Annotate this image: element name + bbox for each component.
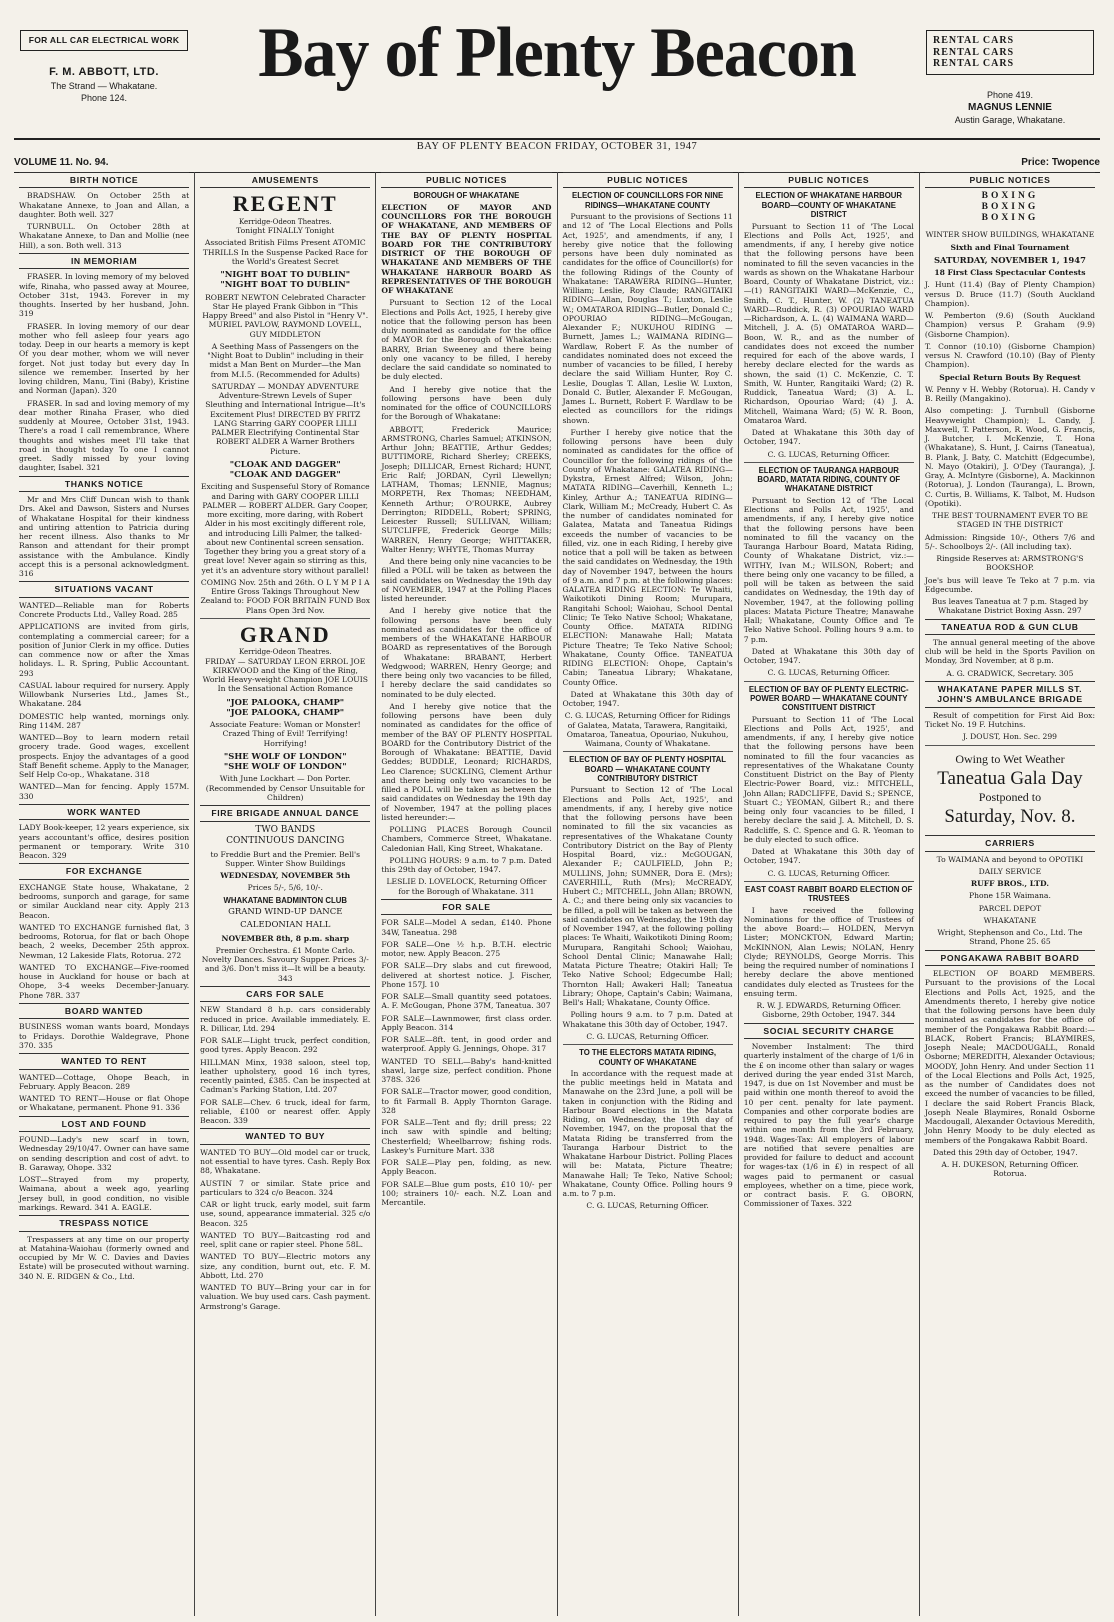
columns — [14, 172, 1100, 1616]
ad-text: DAILY SERVICE — [978, 866, 1042, 876]
notice: And there being only nine vacancies to be filled a POLL will be taken as between the said candidates on Wednesday the 19th day of NOVEMBER, 1947 at the Polling Places listed hereunder. — [381, 557, 552, 604]
section-heading: SITUATIONS VACANT — [19, 581, 189, 597]
ad-text: Also competing: J. Turnbull (Gisborne Heavyweight Champion); L. Candy, J. Maxwell, T. Patterson, R. Wood, G. Francis, J. Butcher, I. McKenzie, T. Hona (Whakatane), S. Hunt, J. Cairns (Taneatua), B. Plank, J. Baty, C. Matchitt (Edgecumbe), N. Mayo (Otakiri), J. O'Dey (Tauranga), J. Gray, A. McIntyre (Gisborne), A. Mackinnon (Rotorua), J. London (Tauranga), L. Brown, C. Curtis, B. Williams, K. Talbot, M. Hudson (Opotiki). — [924, 406, 1096, 508]
ad-text: SATURDAY, NOVEMBER 1, 1947 — [933, 254, 1086, 265]
section-heading: THANKS NOTICE — [19, 476, 189, 492]
classified-ad: WANTED TO SELL—Baby's hand-knitted shawl, large size, perfect condition. Phone 378S. 326 — [381, 1056, 552, 1085]
section-heading: CARRIERS — [925, 835, 1095, 851]
notice: And I hereby give notice that the following persons have been duly nominated for the office of COUNCILLORS for the Borough of Whakatane: — [381, 384, 552, 422]
ad-text: PARCEL DEPOT — [978, 903, 1042, 913]
theatre-name: GRAND — [239, 621, 331, 647]
ad-text: T. Connor (10.10) (Gisborne Champion) versus N. Crawford (10.10) (Bay of Plenty Champion). — [924, 341, 1096, 370]
ad-text: 18 First Class Spectacular Contests — [934, 268, 1086, 277]
sub-heading: WHAKATANE BADMINTON CLUB — [223, 895, 347, 905]
right-ear-address: Austin Garage, Whakatane. — [954, 115, 1066, 126]
classified-ad: EXCHANGE State house, Whakatane, 2 bedrooms, sunporch and garage, for same or similar Auckland near city. Apply 213 Beacon. — [19, 882, 190, 920]
ad-text: Premier Orchestra. £1 Monte Carlo. Novelty Dances. Savoury Supper. Prices 3/- and 3/6. Don't miss it—It will be a beauty. 343 — [201, 945, 369, 983]
ad-text: A Seething Mass of Passengers on the "Night Boat to Dublin" including in their midst a Man Bent on Murder—the Man from M.I.5. (Recommended for Adults) — [207, 341, 364, 379]
classified-ad: LOST—Strayed from my property, Waimana, about a week ago, yearling Jersey bull, in good condition, no visible markings. Reward. 341 A. EAGLE. — [19, 1175, 190, 1212]
sub-heading: EAST COAST RABBIT BOARD ELECTION OF TRUSTEES — [745, 884, 913, 904]
notice: Dated at Whakatane this 30th day of October, 1947. — [743, 646, 914, 666]
right-ear-phone: Phone 419. — [986, 89, 1034, 100]
ad-text: W. Penny v H. Webby (Rotorua). H. Candy v B. Reilly (Mangakino). — [924, 384, 1096, 403]
classified-ad: CASUAL labour required for nursery. Apply Willowbank Nurseries Ltd., James St., Whakatane. 284 — [19, 680, 190, 709]
sub-heading: ELECTION OF COUNCILLORS FOR NINE RIDINGS—WHAKATANE COUNTY — [572, 191, 724, 210]
notice: The annual general meeting of the above club will be held in the Sports Pavilion on Monday, 3rd November, at 8 p.m. — [924, 637, 1096, 666]
classified-ad: FOR SALE—Small quantity seed potatoes. A. F. McGougan, Phone 37M, Taneatua. 307 — [381, 992, 552, 1011]
classified-ad: WANTED—Reliable man for Roberts Concrete Products Ltd., Valley Road. 285 — [19, 600, 190, 620]
section-heading: PUBLIC NOTICES — [744, 172, 914, 188]
notice: Dated this 29th day of October, 1947. — [932, 1147, 1078, 1157]
sub-heading: ELECTION OF TAURANGA HARBOUR BOARD, MATATA RIDING, COUNTY OF WHAKATANE DISTRICT — [757, 465, 901, 494]
classified-ad: DOMESTIC help wanted, mornings only. Ring 114M. 287 — [19, 711, 190, 730]
column-4 — [558, 172, 739, 1616]
ad-text: to Freddie Burt and the Premier. Bell's Supper. Winter Show Buildings — [210, 849, 360, 868]
signature: R. W. J. EDWARDS, Returning Officer. Gisborne, 29th October, 1947. 344 — [756, 1001, 902, 1020]
notice: Dated at Whakatane this 30th day of October, 1947. — [743, 428, 914, 447]
ad-text: THE BEST TOURNAMENT EVER TO BE STAGED IN THE DISTRICT — [931, 511, 1088, 530]
theatre-name: REGENT — [232, 191, 338, 217]
notice: POLLING HOURS: 9 a.m. to 7 p.m. Dated this 29th day of October, 1947. — [381, 855, 552, 875]
column-2 — [195, 172, 376, 1616]
classified-ad: FOR SALE—Lawnmower, first class order. Apply Beacon. 314 — [381, 1013, 552, 1032]
divider — [563, 751, 733, 752]
section-heading: WANTED TO BUY — [200, 1128, 370, 1144]
column-5 — [739, 172, 920, 1616]
signature: C. G. LUCAS, Returning Officer. — [767, 868, 890, 878]
ad-text: WHAKATANE — [983, 915, 1037, 925]
notice: FRASER. In sad and loving memory of my dear mother Rinaha Fraser, who died suddenly at Mouree, October 31st, 1943. There's a road I call remembrance, Where thoughts and wishes meet I'll take that road in thought today To one I cannot greet. Sadly missed by your loving daughter, Isabel. 321 — [19, 398, 190, 473]
notice: FRASER. In loving memory of our dear mother who fell asleep four years ago today. Deep in our hearts a memory is kept Of you dear mother, whom we will never forget. Not just today but every day In silence we remember. Inserted by her loving children, Manu, Tini (Baby), Kristine and Norman (Japan). 320 — [19, 321, 190, 396]
section-heading: WHAKATANE PAPER MILLS ST. JOHN'S AMBULANCE BRIGADE — [925, 681, 1095, 708]
ad-text: Prices 5/-, 5/6, 10/-. — [247, 883, 323, 893]
notice: Pursuant to Section 11 of 'The Local Elections and Polls Act, 1925', and amendments, if any, I hereby give notice that the following persons have been nominated to fill the seven vacancies in the wards as shown on the Whakatane Harbour Board, County of Whakatane District, viz.:—(1) RANGITAIKI WARD—McKenzie, C., Smith, C. T., Hunter, W. (2) TANEATUA WARD—Ruddick, R. (3) OPOURIAO WARD—Richardson, A. L. (4) WAIMANA WARD—Mitchell, J. A. (5) OMATAROA WARD—Boon, W. R., and as the number of candidates does not exceed the number required for each of the above wards, I hereby declare elected for the wards as shown, the said (1) C. McKenzie, C. T. Smith, W. Hunter, Rangitaiki Ward; (2) R. Ruddick, Taneatua Ward; (3) A. L. Richardson, Opouriao Ward; (4) J. A. Mitchell, Waimana Ward; (5) W. R. Boon, Omataroa Ward. — [743, 221, 914, 425]
gala-notice — [925, 752, 1095, 830]
notice: POLLING PLACES Borough Council Chambers, Commerce Street, Whakatane. Caledonian Hall, King Street, Whakatane. — [381, 825, 552, 853]
right-ear-name: MAGNUS LENNIE — [968, 101, 1052, 113]
classified-ad: FOR SALE—Chev. 6 truck, ideal for farm, reliable, £100 or nearest offer. Apply Beacon. 339 — [200, 1097, 371, 1126]
notice: Pursuant to Section 12 of the Local Elections and Polls Act, 1925, I hereby give notice that the following person has been duly nominated as candidate for the office of MAYOR for the Borough of Whakatane: BARRY, Brian Sweeney and there being only one vacancy to be filled, I hereby declare the said candidate so nominated to be duly elected. — [381, 298, 552, 382]
section-heading: LOST AND FOUND — [19, 1116, 189, 1132]
notice: I have received the following Nominations for the office of Trustees of the above Board:— HOLDEN, Mervyn Lister; MONCKTON, Edward Martin; McKINNON, Alan Lewis; NOLAN, Henry Clyde; REYNOLDS, George Morris. This being the required number of nominations I hereby declare the above mentioned candidates duly elected as Trustees for the ensuing term. — [743, 905, 914, 998]
signature: J. DOUST, Hon. Sec. 299 — [962, 732, 1058, 742]
classified-ad: WANTED—Cottage, Ohope Beach, in February. Apply Beacon. 289 — [19, 1072, 190, 1091]
notice: Mr and Mrs Cliff Duncan wish to thank Drs. Akel and Dawson, Sisters and Nurses of Whakatane Hospital for their kindness and untiring attention to Patricia during her recent illness. Also thanks to Mr Ranson and attendant for their prompt assistance with the Ambulance. Kindly accept this is a personal acknowledgment. 316 — [19, 495, 190, 579]
section-heading: IN MEMORIAM — [19, 253, 189, 269]
notice: ELECTION OF MAYOR AND COUNCILLORS FOR THE BOROUGH OF WHAKATANE, AND MEMBERS OF THE BAY OF PLENTY HOSPITAL BOARD FOR THE CONTRIBUTORY DISTRICT OF THE BOROUGH OF WHAKATANE AND MEMBERS OF THE WHAKATANE HARBOUR BOARD AS REPRESENTATIVES OF THE BOROUGH OF WHAKATANE — [381, 202, 552, 296]
classified-ad: HILLMAN Minx, 1938 saloon, steel top, leather upholstery, good 16 inch tyres, recently painted, £385. Can be inspected at Cadman's Parking Station, Ltd. 207 — [200, 1057, 371, 1095]
classified-ad: WANTED TO BUY—Old model car or truck, not essential to have tyres. Cash. Reply Box 88, Whakatane. — [200, 1147, 371, 1176]
notice: Dated at Whakatane this 30th day of October, 1947. — [562, 689, 733, 709]
section-heading: FIRE BRIGADE ANNUAL DANCE — [200, 805, 370, 821]
divider — [744, 462, 914, 463]
section-heading: PONGAKAWA RABBIT BOARD — [925, 950, 1095, 966]
signature: LESLIE D. LOVELOCK, Returning Officer for the Borough of Whakatane. 311 — [386, 877, 547, 896]
theatre-subtitle: Kerridge-Odeon Theatres. — [239, 217, 332, 226]
ad-text: To WAIMANA and beyond to OPOTIKI — [936, 854, 1084, 864]
ad-text: GRAND WIND-UP DANCE — [228, 906, 343, 917]
signature: C. G. LUCAS, Returning Officer for Ridings of Galatea, Matata, Tarawera, Rangitaiki, Omataroa, Taneatua, Opouriao, Nukuhou, Waimana, County of Whakatane. — [564, 711, 731, 749]
left-ear-ad — [20, 30, 188, 105]
gala-line: Owing to Wet Weather — [955, 751, 1065, 766]
classified-ad: FOR SALE—Play pen, folding, as new. Apply Beacon. — [381, 1158, 552, 1177]
left-ear-box: FOR ALL CAR ELECTRICAL WORK — [20, 30, 188, 51]
film-title: "JOE PALOOKA, CHAMP" "JOE PALOOKA, CHAMP" — [226, 696, 345, 717]
signature: C. G. LUCAS, Returning Officer. — [767, 668, 890, 678]
masthead — [14, 12, 1100, 140]
ad-text: J. Hunt (11.4) (Bay of Plenty Champion) versus D. Bruce (11.7) (South Auckland Champion). — [924, 280, 1096, 308]
section-heading: BIRTH NOTICE — [19, 172, 189, 188]
divider — [744, 881, 914, 882]
notice: BRADSHAW. On October 25th at Whakatane Annexe, to Joan and Allan, a daughter. Both well. 327 — [19, 191, 190, 219]
classified-ad: WANTED TO BUY—Baitcasting rod and reel, split cane or rapier steel. Phone 58L. — [200, 1230, 371, 1250]
ad-text: Bus leaves Taneatua at 7 p.m. Staged by Whakatane District Boxing Assn. 297 — [931, 597, 1089, 616]
ad-text: Phone 15R Waimana. — [969, 891, 1051, 901]
classified-ad: FOR SALE—Model A sedan, £140. Phone 34W, Taneatua. 298 — [381, 918, 552, 937]
classified-ad: WANTED TO EXCHANGE—Five-roomed house in Auckland for house or bach at Ohope, 3-4 weeks December-January. Phone 78R. 337 — [19, 962, 190, 1000]
ad-text: Exciting and Suspenseful Story of Romance and Daring with GARY COOPER LILLI PALMER — ROBERT ALDER. Gary Cooper, more exciting, more daring, with Robert Alder in his most excitingly different role, and introducing Lilli Palmer, the talked-about new Continental screen sensation. Together they bring you a great story of a great love! Never again so stirring as this, yet it's an adventure story without parallel! — [200, 482, 370, 575]
classified-ad: WANTED TO EXCHANGE furnished flat, 3 bedrooms, Rotorua, for flat or bach Ohope beach, 2 weeks, December 25th approx. Newman, 12 Lakeside Flats, Rotorua. 272 — [19, 922, 190, 960]
classified-ad: FOR SALE—One ½ h.p. B.T.H. electric motor, new. Apply Beacon. 275 — [381, 939, 552, 959]
classified-ad: FOR SALE—Dry slabs and cut firewood, delivered at shortest notice. J. Fischer, Phone 157J. 10 — [381, 961, 552, 989]
ad-text: TWO BANDS CONTINUOUS DANCING — [226, 824, 345, 846]
notice: Trespassers at any time on our property at Matahina-Waiohau (formerly owned and occupied by Mr W. C. Davies and Davies Estate) will be prosecuted without warning. 340 N. E. RIDGEN & Co., Ltd. — [19, 1234, 190, 1281]
gala-line: Postponed to — [978, 790, 1042, 805]
section-heading: WANTED TO RENT — [19, 1053, 189, 1069]
ad-text: Admission: Ringside 10/-, Others 7/6 and 5/-. Schoolboys 2/-. (All including tax). — [924, 532, 1096, 551]
divider — [925, 745, 1095, 746]
notice: TURNBULL. On October 28th at Whakatane Annexe, to Dan and Mollie (nee Hill), a son. Both well. 313 — [19, 222, 190, 250]
classified-ad: NEW Standard 8 h.p. cars considerably reduced in price. Available immediately. E. R. Dillicar, Ltd. 294 — [200, 1005, 371, 1033]
film-title: "SHE WOLF OF LONDON" "SHE WOLF OF LONDON" — [223, 750, 347, 772]
notice: In accordance with the request made at the public meetings held in Matata and Manawahe on the 23rd June, a poll will be taken in conjunction with the Riding and Harbour Board elections in the Matata Riding, on Wednesday, the 19th day of November, 1947, on the proposal that the Matata Riding be transferred from the Tauranga Harbour District to the Whakatane Harbour District. Polling Places will be: Matata, Picture Theatre; Manawahe Hall; Te Teko, Native School; Whakatane, County Office. Polling hours 9 a.m. to 7 p.m. — [562, 1068, 733, 1199]
column-6 — [920, 172, 1100, 1616]
film-title: "CLOAK AND DAGGER" "CLOAK AND DAGGER" — [229, 458, 341, 480]
film-title: "NIGHT BOAT TO DUBLIN" "NIGHT BOAT TO DUBLIN" — [220, 269, 351, 290]
notice: And I hereby give notice that the following persons have been duly nominated as candidates for the office of member of the BAY OF PLENTY HOSPITAL BOARD for the Contributory District of the Borough of Whakatane: BEATTIE, David Geddes; BUDDLE, Leonard; RICHARDS, Leo Clarence; SUCKLING, Clement Arthur and there being only two vacancies to be filled a POLL will be taken as between the said candidates on Wednesday the 19th day of November, 1947 at the polling places listed hereunder:— — [381, 701, 552, 822]
ad-text: W. Pemberton (9.6) (South Auckland Champion) versus P. Graham (9.9) (Gisborne Champion). — [924, 311, 1096, 339]
notice: ELECTION OF BOARD MEMBERS. Pursuant to the provisions of the Local Elections and Polls Act, 1925, and the Amendments thereto, I hereby give notice that the following persons have been duly nominated as candidates for the office of member of the Pongakawa Rabbit Board:— BLACK, Robert Francis; BLAYMIRES, Joseph Neale; MACDOUGALL, Ronald Osborne; MEREDITH, Alexander Octavious; MOODY, John Henry. And under Section 11 of the Local Elections and Polls Act, 1925, as the number of Candidates does not exceed the number of vacancies to be filled, I declare the said Robert Francis Black, Joseph Neale Blaymires, Ronald Osborne Macdougall, Alexander Octavious Meredith, John Henry Moody to be duly elected as members of the Pongakawa Rabbit Board. — [924, 969, 1096, 1145]
ad-text: Tonight FINALLY Tonight — [236, 226, 335, 236]
classified-ad: LADY Book-keeper, 12 years experience, six years accountant's office, desires position permanent or temporary. Write 310 Beacon. 329 — [19, 823, 190, 861]
classified-ad: WANTED TO RENT—House or flat Ohope or Whakatane, permanent. Phone 91. 336 — [19, 1094, 190, 1113]
divider — [744, 681, 914, 682]
ad-text: NOVEMBER 8th, 8 p.m. sharp — [221, 933, 349, 943]
dateline: BAY OF PLENTY BEACON FRIDAY, OCTOBER 31, 1947 — [416, 141, 698, 152]
classified-ad: FOR SALE—8ft. tent, in good order and waterproof. Apply G. Jennings, Ohope. 317 — [381, 1035, 552, 1054]
notice: Result of competition for First Aid Box: Ticket No. 19 F. Hutchins. — [924, 710, 1096, 730]
ad-text: ROBERT NEWTON Celebrated Character Star He played Frank Gibbon in "This Happy Breed" and also Pistol in "Henry V". MURIEL PAVLOW, RAYMOND LOVELL, GUY MIDDLETON — [202, 292, 369, 339]
section-heading: TRESPASS NOTICE — [19, 1215, 189, 1231]
boxing-banner: BOXING BOXING BOXING — [981, 191, 1039, 224]
sub-heading: ELECTION OF BAY OF PLENTY HOSPITAL BOARD — WHAKATANE COUNTY CONTRIBUTORY DISTRICT — [569, 755, 727, 784]
notice: Further I hereby give notice that the following persons have been duly nominated as candidates for the office of Councillor for the following ridings of the County of Whakatane: GALATEA RIDING—Dykstra, Ernest Alfred; Wilson, John; MATATA RIDING—Caverhill, Kenneth L.; Kinley, Arthur A.; TANEATUA RIDING—Clark, William M.; McCready, Hubert C. As the number of candidates nominated for Galatea, Matata and Taneatua Ridings exceeds the number of vacancies to be filled, viz. one in each Riding, I hereby give notice that a poll will be taken as between the said candidates on Wednesday, the 19th day of November 1947, between the hours of 9 a.m. and 7 p.m. at the following places: GALATEA RIDING ELECTION: Te Whaiti, Waikotikoti Dining Room; Murupara, Rangitahi School; Waiohau, School Dental Clinic; Te Teko Native School; Whakatane, County Office. MATATA RIDING ELECTION: Manawahe Hall; Matata Picture Theatre; Te Teko Native School; Whakatane, County Office. TANEATUA RIDING ELECTION: Ohope, Captain's Cabin; Taneatua Library; Whakatane, County Office. — [562, 427, 733, 687]
newspaper-title: Bay of Plenty Beacon — [258, 12, 856, 92]
notice: Pursuant to the provisions of Sections 11 and 12 of 'The Local Elections and Polls Act, 1925', and amendments, if any, I hereby give notice that the following persons have been duly nominated as candidates for the office of Councillor(s) for the following Ridings of the County of Whakatane: TARAWERA RIDING—Hunter, William; Leslie, Roy Claude; RANGITAIKI RIDING—Allan, Douglas T.; Luxton, Leslie W.; OMATAROA RIDING—Butler, Donald C.; OPOURIAO RIDING—McGougan, Alexander F.; NUKUHOU RIDING — Burnett, James L.; WAIMANA RIDING—Wardlaw, Robert F. As the number of candidates nominated does not exceed the number of vacancies to be filled, I hereby declare the said William Hunter, Roy C. Leslie, Douglas T. Allan, Leslie W. Luxton, Donald C. Butler, Alexander F. McGougan, James L. Burnett, Robert F. Wardlaw to be elected as councillors for the ridings shown. — [562, 212, 733, 425]
sub-heading: ELECTION OF BAY OF PLENTY ELECTRIC-POWER BOARD — WHAKATANE COUNTY CONSTITUENT DISTRICT — [748, 684, 909, 713]
signature: A. G. CRADWICK, Secretary. 305 — [946, 668, 1074, 678]
ad-text: SATURDAY — MONDAY ADVENTURE Adventure-Strewn Levels of Super Sleuthing and International Intrigue—It's Excitement Plus! DIRECTED BY FRITZ LANG Starring GARY COOPER LILLI PALMER Electrifying Continental Star ROBERT ALDER A Warner Brothers Picture. — [205, 381, 366, 456]
gala-title: Taneatua Gala Day — [937, 767, 1083, 789]
section-heading: PUBLIC NOTICES — [563, 172, 733, 188]
ad-text: CALEDONIAN HALL — [240, 920, 331, 931]
ad-text: FRIDAY — SATURDAY LEON ERROL JOE KIRKWOOD and the King of the Ring, World Heavy-weight Champion JOE LOUIS In the Sensational Action Romance — [202, 656, 368, 694]
classified-ad: FOR SALE—Tent and fly; drill press; 22 inch saw with spindle and belting; Chesterfield; Wheelbarrow; fishing rods. Laskey's Furniture Mart. 338 — [381, 1118, 552, 1155]
sub-heading: TO THE ELECTORS MATATA RIDING, COUNTY OF WHAKATANE — [579, 1048, 717, 1067]
ad-text: WINTER SHOW BUILDINGS, WHAKATANE — [925, 230, 1095, 240]
notice: Dated at Whakatane this 30th day of October, 1947. — [743, 847, 914, 866]
column-3 — [376, 172, 557, 1616]
notice: Pursuant to Section 12 of 'The Local Elections and Polls Act, 1925', and amendments, if any, I hereby give notice that the following persons have been nominated to fill the vacancy on the Tauranga Harbour Board, Matata Riding, County of Whakatane District, viz.:— WITHY, Ivan M.; WILSON, Robert; and there being only one vacancy to be filled, a poll will be taken as between the said candidates on Wednesday, the 19th day of November, 1947, at the following polling places: Matata Picture Theatre; Manawahe Hall; Whakatane, County Office and Te Teko Native School. Polling hours 9 a.m. to 7 p.m. — [743, 495, 914, 644]
sub-heading: ELECTION OF WHAKATANE HARBOUR BOARD—COUNTY OF WHAKATANE DISTRICT — [755, 191, 903, 220]
section-heading: TANEATUA ROD & GUN CLUB — [925, 619, 1095, 635]
classified-ad: APPLICATIONS are invited from girls, contemplating a commercial career; for a position of Junior Clerk in my office. Duties can commence now or after the Xmas holidays. L. R. Spring, Public Accountant. 293 — [19, 622, 190, 678]
sub-heading: BOROUGH OF WHAKATANE — [413, 191, 520, 201]
section-heading: BOARD WANTED — [19, 1003, 189, 1019]
price: Price: Twopence — [1021, 157, 1100, 168]
classified-ad: WANTED TO BUY—Bring your car in for valuation. We buy used cars. Cash payment. Armstrong's Garage. — [200, 1283, 371, 1311]
classified-ad: FOUND—Lady's new scarf in town, Wednesday 29/10/47. Owner can have same on sending description and cost of advt. to B. Garaway, Ohope. 332 — [19, 1135, 190, 1172]
ad-text: Associate Feature: Woman or Monster! Crazed Thing of Evil! Terrifying! Horrifying! — [209, 720, 361, 748]
section-heading: PUBLIC NOTICES — [925, 172, 1095, 188]
classified-ad: WANTED TO BUY—Electric motors any size, any condition, burnt out, etc. F. M. Abbott, Ltd. 270 — [200, 1252, 371, 1280]
ad-text: Sixth and Final Tournament — [950, 242, 1070, 252]
volume-number: VOLUME 11. No. 94. — [14, 157, 109, 168]
divider — [200, 618, 370, 619]
classified-ad: WANTED—Man for fencing. Apply 157M. 330 — [19, 782, 190, 801]
classified-ad: AUSTIN 7 or similar. State price and particulars to 324 c/o Beacon. 324 — [200, 1178, 371, 1197]
left-ear-phone: Phone 124. — [80, 93, 128, 104]
left-ear-name: F. M. ABBOTT, LTD. — [49, 66, 159, 79]
section-heading: SOCIAL SECURITY CHARGE — [744, 1023, 914, 1039]
ad-text: With June Lockhart — Don Porter. (Recommended by Censor Unsuitable for Children) — [205, 774, 365, 802]
classified-ad: CAR or light truck, early model, suit farm use, sound, appearance immaterial. 325 c/o Beacon. 325 — [200, 1200, 371, 1228]
divider — [563, 1044, 733, 1045]
notice: And I hereby give notice that the following persons have been duly nominated as candidates for the office of members of the WHAKATANE HARBOUR BOARD as representatives of the Borough of Whakatane: BRABANT, Herbert Wedgwood; WARREN, Henry George; and there being only two vacancies to be filled, I hereby declare the said candidates so nominated to be duly elected. — [381, 606, 552, 699]
classified-ad: FOR SALE—Blue gum posts, £10 10/- per 100; strainers 10/- each. N.Z. Loan and Mercantile. — [381, 1179, 552, 1208]
column-1 — [14, 172, 195, 1616]
signature: A. H. DUKESON, Returning Officer. Rotorua. — [941, 1160, 1079, 1179]
notice: November Instalment: The third quarterly instalment of the charge of 1/6 in the £ on income other than salary or wages derived during the year ended 31st March, 1947, is due on 1st November and must be paid within one month thereof to avoid the 10 per cent. penalty for late payment. Companies and other corporate bodies are required to pay the full year's charge within one month from the 3rd February, 1948. Wages-Tax: All employers of labour are notified that severe penalties are provided for failure to deduct and account for wages-tax (1/6 in £) in respect of all wages paid to permanent or casual employees, whether on a time, piece work, or contract basis. F. G. OBORN, Commissioner of Taxes. 322 — [743, 1042, 914, 1209]
section-heading: WORK WANTED — [19, 804, 189, 820]
classified-ad: BUSINESS woman wants board, Mondays to Fridays. Dorothie Waldegrave, Phone 370. 335 — [19, 1022, 190, 1050]
signature: C. G. LUCAS, Returning Officer. — [586, 1031, 709, 1041]
ad-text: WEDNESDAY, NOVEMBER 5th — [220, 871, 351, 881]
notice: Polling hours 9 a.m. to 7 p.m. Dated at Whakatane this 30th day of October, 1947. — [562, 1010, 733, 1029]
ad-text: Ringside Reserves at: ARMSTRONG'S BOOKSHOP. — [936, 554, 1084, 573]
notice: Pursuant to Section 12 of 'The Local Elections and Polls Act, 1925', and amendments, if any, I hereby give notice that the following persons have been nominated to fill the six vacancies as representatives of the Whakatane County Contributory District on the Bay of Plenty Hospital Board, viz.: McGOUGAN, Alexander F.; CAULFIELD, John P.; MULLINS, John; SUMNER, Dora E. (Mrs); CAVERHILL, Ruth (Mrs); McCREADY, Hubert C.; MITCHELL, John Allan; BROWN, A. C.; and there being only six vacancies to be filled, a poll will be taken as between the said candidates on Wednesday, the 19th day of November 1947, at the following polling places: Te Whaiti, Waikotikoti Dining Room; Murupara, Rangitahi School; Waiohau, School Dental Clinic; Manawahe Hall; Matata Picture Theatre; Otakiri Hall; Te Teko Native School; Edgecumbe Hall; Thornton Hall; Awakeri Hall; Taneatua Library; Ohope, Captain's Cabin; Waimana, Bell's Hall; Whakatane, County Office. — [562, 785, 733, 1008]
section-heading: AMUSEMENTS — [200, 172, 370, 188]
ad-text: Joe's bus will leave Te Teko at 7 p.m. via Edgecumbe. — [924, 575, 1096, 594]
ad-text: COMING Nov. 25th and 26th. O L Y M P I A Entire Gross Takings Throughout New Zealand to: FOOD FOR BRITAIN FUND Box Plans Open 3rd Nov. — [200, 577, 371, 615]
signature: C. G. LUCAS, Returning Officer. — [586, 1201, 709, 1211]
classified-ad: FOR SALE—Tractor mower, good condition, to fit Farmall B. Apply Thornton Garage. 328 — [381, 1087, 552, 1115]
notice: FRASER. In loving memory of my beloved wife, Rinaha, who passed away at Mouree, October 31st, 1943. Forever in my thoughts. Inserted by her husband, John. 319 — [19, 272, 190, 319]
section-heading: FOR SALE — [381, 899, 551, 915]
signature: C. G. LUCAS, Returning Officer. — [767, 449, 890, 459]
gala-date: Saturday, Nov. 8. — [944, 806, 1076, 828]
notice: Pursuant to Section 11 of 'The Local Elections and Polls Act, 1925', and amendments, if any, I hereby give notice that the following persons have been nominated to fill the four vacancies as representatives of the Whakatane County Constituent District on the Bay of Plenty Electric-Power Board, viz.: MITCHELL, John Allan; RADCLIFFE, David S.; SPENCE, Stuart C.; YEOMAN, Gilbert R.; and there being only four vacancies to be filled, I hereby declare the said J. A. Mitchell, D. S. Radcliffe, S. C. Spence and G. R. Yeoman to be duly elected to such office. — [743, 714, 914, 844]
ad-text: Special Return Bouts By Request — [939, 372, 1081, 382]
notice: ABBOTT, Frederick Maurice; ARMSTRONG, Charles Samuel; ATKINSON, Arthur John; BEATTIE, Arthur Geddes; BUTTIMORE, Richard Sherley; CREEKS, Joseph; DILLICAR, Ernest Richard; HUNT, Eric Ralf; JORDAN, Cyril Llewellyn; LATHAM, Thomas; LENNIE, Magnus; MORPETH, Rex Thomas; NEEDHAM, Kenneth Arthur; O'ROURKE, Aubrey Derrington; RIDDELL, Robert; SPRING, Leicester Russell; SULLIVAN, William; SUTCLIFFE, Frederick George Mills; WARREN, Henry George; WHITTAKER, Walter Henry; WHYTE, Thomas Murray — [381, 424, 552, 554]
classified-ad: FOR SALE—Light truck, perfect condition, good tyres. Apply Beacon. 292 — [200, 1036, 371, 1055]
ad-text: Associated British Films Present ATOMIC THRILLS In the Suspense Packed Race for the World's Greatest Secret — [202, 238, 368, 266]
volume-bar — [14, 154, 1100, 173]
classified-ad: WANTED—Boy to learn modern retail grocery trade. Good wages, excellent prospects. Enjoy the advantages of a good Staff Benefit scheme. Apply to the Manager, Self Help Co-op., Whakatane. 318 — [19, 733, 190, 780]
ad-text: RUFF BROS., LTD. — [970, 879, 1050, 889]
right-ear-box: RENTAL CARS RENTAL CARS RENTAL CARS — [926, 30, 1094, 75]
right-ear-ad — [926, 30, 1094, 126]
section-heading: CARS FOR SALE — [200, 986, 370, 1002]
section-heading: PUBLIC NOTICES — [381, 172, 551, 188]
theatre-subtitle: Kerridge-Odeon Theatres. — [239, 648, 332, 657]
section-heading: FOR EXCHANGE — [19, 863, 189, 879]
left-ear-address: The Strand — Whakatane. — [50, 81, 158, 92]
ad-text: Wright, Stephenson and Co., Ltd. The Strand, Phone 25. 65 — [937, 928, 1083, 947]
